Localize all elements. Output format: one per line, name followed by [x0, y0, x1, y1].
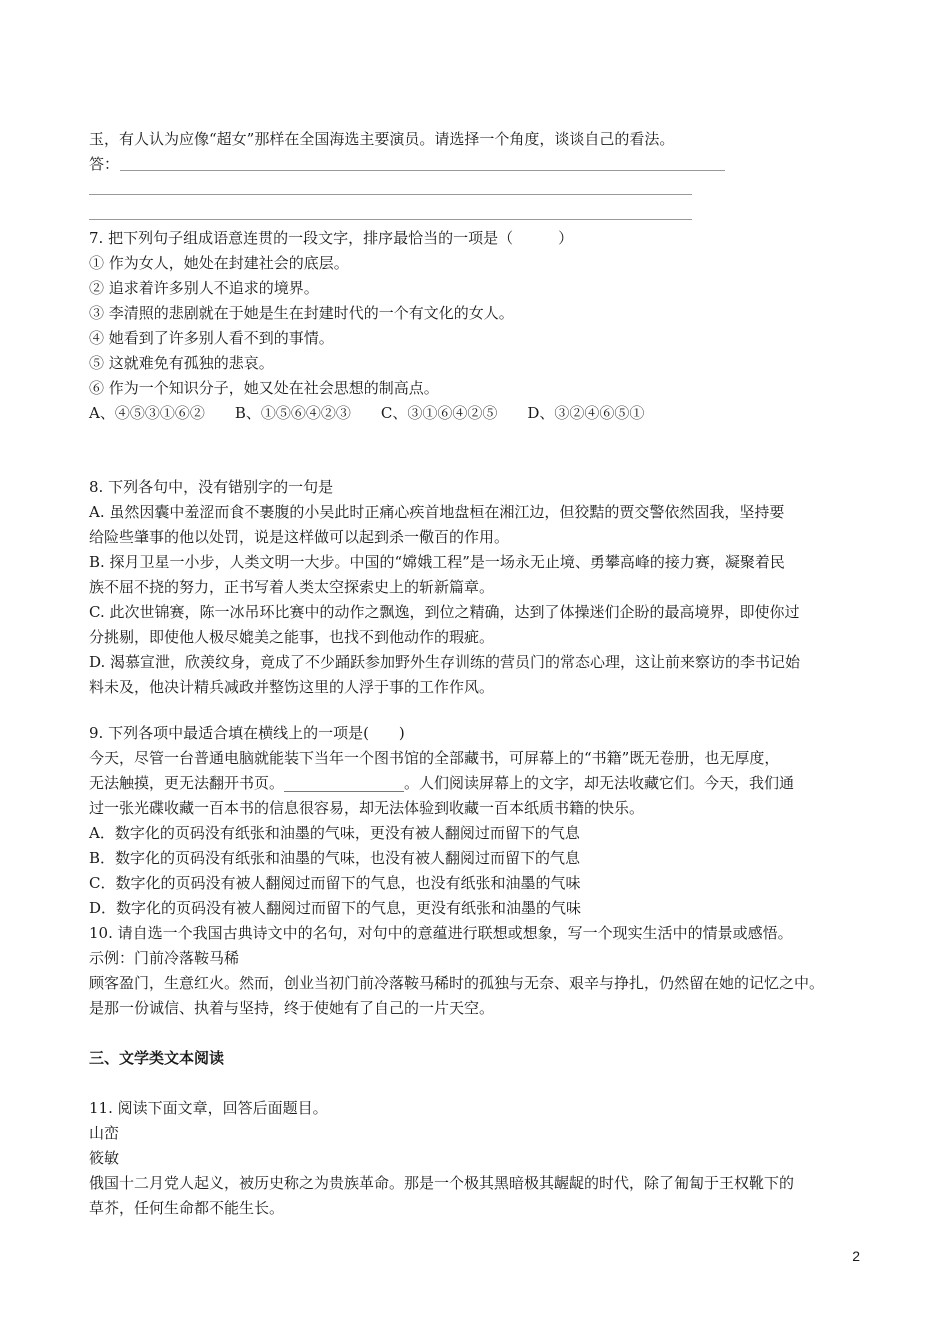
q9-line: 无法触摸，更无法翻开书页。________________。人们阅读屏幕上的文字，却无法收藏它们。今天，我们通	[89, 774, 795, 792]
q7-item: ① 作为女人，她处在封建社会的底层。	[89, 254, 349, 272]
q8-line: 料未及，他决计精兵减政并整饬这里的人浮于事的工作作风。	[89, 678, 495, 696]
q7-stem: 7. 把下列句子组成语意连贯的一段文字，排序最恰当的一项是（ ）	[89, 229, 574, 247]
q9-stem: 9. 下列各项中最适合填在横线上的一项是( )	[89, 724, 405, 742]
q8-line: A. 虽然因囊中羞涩而食不裹腹的小吴此时正痛心疾首地盘桓在湘江边，但狡黠的贾交警依然固我，坚持要	[89, 503, 785, 521]
q9-line: 过一张光碟收藏一百本书的信息很容易，却无法体验到收藏一百本纸质书籍的快乐。	[89, 799, 645, 817]
q9-option: B．数字化的页码没有纸张和油墨的气味，也没有被人翻阅过而留下的气息	[89, 849, 581, 867]
q6-text: 玉，有人认为应像“超女”那样在全国海选主要演员。请选择一个角度，谈谈自己的看法。	[89, 130, 675, 148]
q7-item: ② 追求着许多别人不追求的境界。	[89, 279, 319, 297]
q7-item: ⑥ 作为一个知识分子，她又处在社会思想的制高点。	[89, 379, 439, 397]
page-number: 2	[852, 1248, 860, 1264]
q11-line: 11. 阅读下面文章，回答后面题目。	[89, 1099, 328, 1117]
q8-line: C. 此次世锦赛，陈一冰吊环比赛中的动作之飘逸，到位之精确，达到了体操迷们企盼的最高境界，即使你过	[89, 603, 800, 621]
article-paragraph: 草芥，任何生命都不能生长。	[89, 1199, 285, 1217]
q8-line: D. 渴慕宣泄，欣羡纹身，竟成了不少踊跃参加野外生存训练的营员门的常态心理，这让前来察访的李书记始	[89, 653, 801, 671]
section-title: 三、文学类文本阅读	[89, 1049, 225, 1067]
q9-option: C．数字化的页码没有被人翻阅过而留下的气息，也没有纸张和油墨的气味	[89, 874, 581, 892]
q10-line: 10. 请自选一个我国古典诗文中的名句，对句中的意蕴进行联想或想象，写一个现实生活中的情景或感悟。	[89, 924, 793, 942]
q7-item: ④ 她看到了许多别人看不到的事情。	[89, 329, 334, 347]
answer-line-1	[120, 170, 725, 171]
answer-line-2	[89, 194, 692, 195]
q9-option: D．数字化的页码没有被人翻阅过而留下的气息，更没有纸张和油墨的气味	[89, 899, 582, 917]
q8-stem: 8. 下列各句中，没有错别字的一句是	[89, 478, 334, 496]
q9-line: 今天，尽管一台普通电脑就能装下当年一个图书馆的全部藏书，可屏幕上的“书籍”既无卷册，也无厚度，	[89, 749, 780, 767]
q8-line: 给险些肇事的他以处罚，说是这样做可以起到杀一儆百的作用。	[89, 528, 510, 546]
answer-label: 答：	[89, 155, 120, 173]
q8-line: B. 探月卫星一小步，人类文明一大步。中国的“嫦娥工程”是一场永无止境、勇攀高峰的接力赛，凝聚着民	[89, 553, 785, 571]
q10-line: 顾客盈门，生意红火。然而，创业当初门前冷落鞍马稀时的孤独与无奈、艰辛与挣扎，仍然留在她的记忆之中。	[89, 974, 825, 992]
article-author: 筱敏	[89, 1149, 120, 1167]
q10-line: 是那一份诚信、执着与坚持，终于使她有了自己的一片天空。	[89, 999, 495, 1017]
q7-options: A、④⑤③①⑥② B、①⑤⑥④②③ C、③①⑥④②⑤ D、③②④⑥⑤①	[89, 404, 645, 422]
q9-option: A．数字化的页码没有纸张和油墨的气味，更没有被人翻阅过而留下的气息	[89, 824, 580, 842]
q8-line: 族不屈不挠的努力，正书写着人类太空探索史上的斩新篇章。	[89, 578, 495, 596]
q10-line: 示例：门前冷落鞍马稀	[89, 949, 240, 967]
q8-line: 分挑剔，即使他人极尽媲美之能事，也找不到他动作的瑕疵。	[89, 628, 495, 646]
q7-item: ③ 李清照的悲剧就在于她是生在封建时代的一个有文化的女人。	[89, 304, 514, 322]
article-paragraph: 俄国十二月党人起义，被历史称之为贵族革命。那是一个极其黑暗极其龌龊的时代，除了匍匐于王权靴下的	[89, 1174, 795, 1192]
answer-line-3	[89, 219, 692, 220]
q7-item: ⑤ 这就难免有孤独的悲哀。	[89, 354, 274, 372]
article-title: 山峦	[89, 1124, 120, 1142]
